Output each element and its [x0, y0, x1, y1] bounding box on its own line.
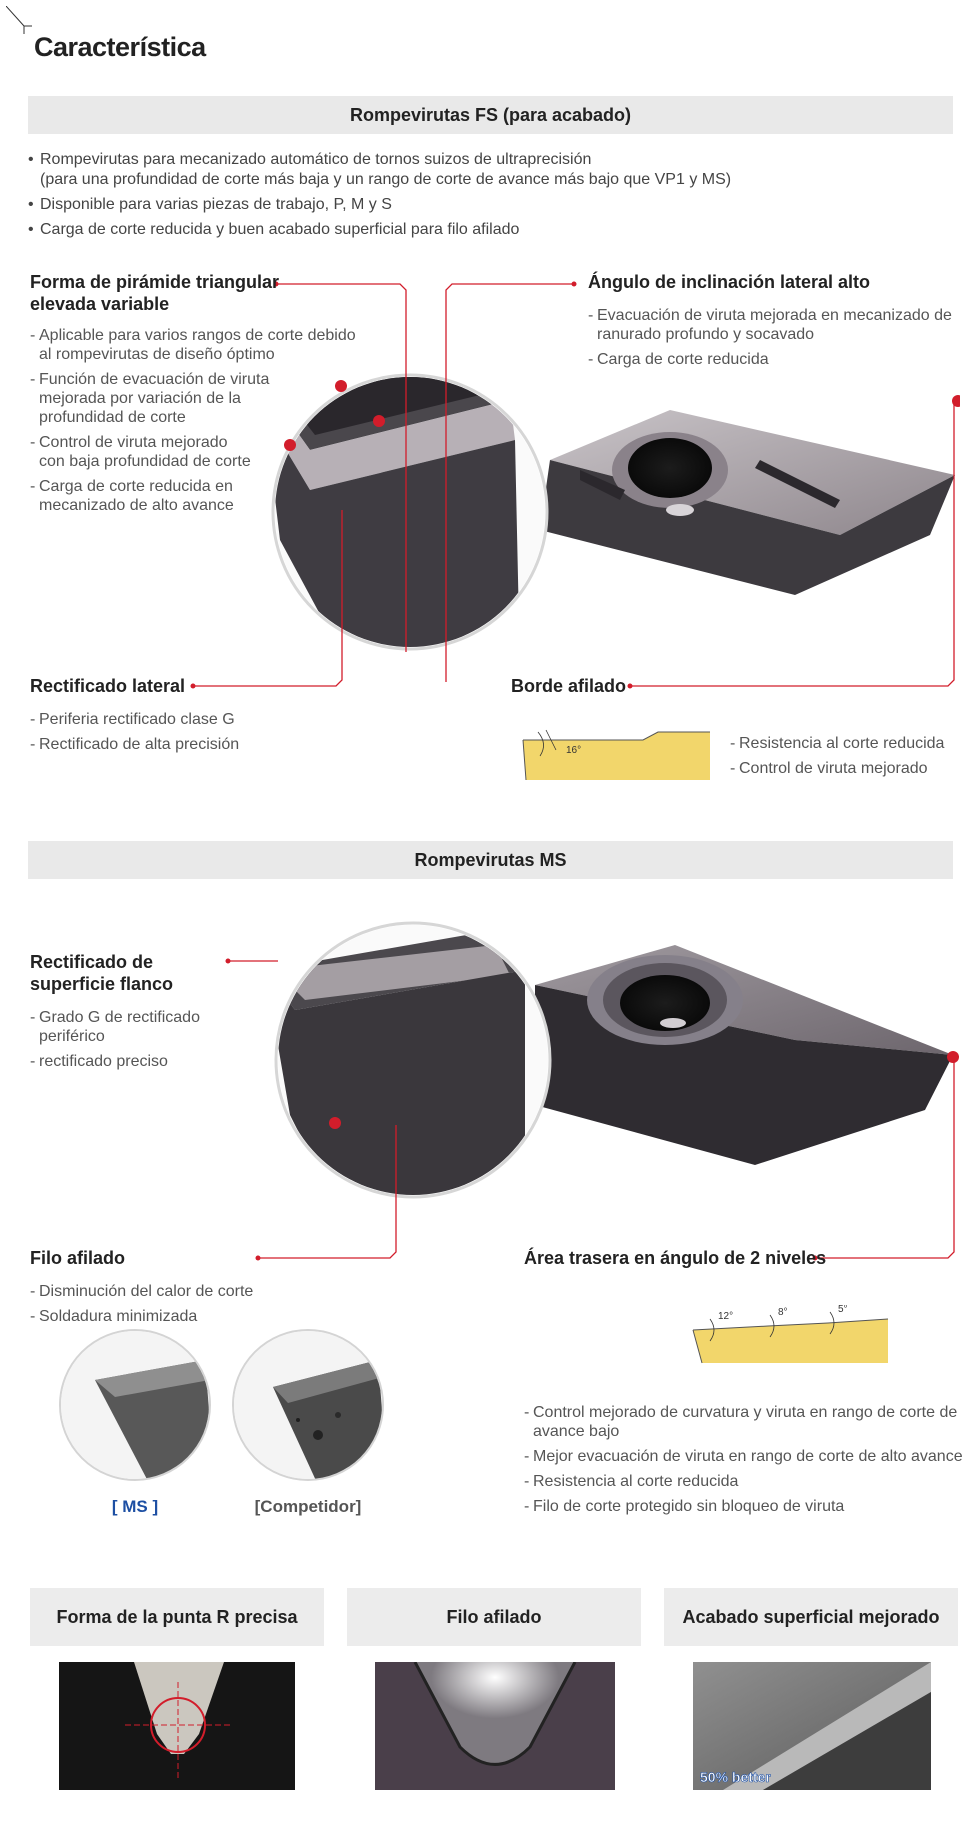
- feature-title: Ángulo de inclinación lateral alto: [588, 272, 871, 292]
- competitor-edge-photo: [228, 1325, 388, 1485]
- feature-desc-item: - Mejor evacuación de viruta en rango de corte de alto avance: [524, 1447, 964, 1466]
- feature-desc-list: [30, 1008, 250, 1071]
- feature-desc-item: - Carga de corte reducida en mecanizado de alto avance: [30, 477, 370, 515]
- page-title: Característica: [34, 32, 206, 62]
- ms-photo-label: [ MS ]: [111, 1497, 159, 1516]
- feature-desc-list: [588, 306, 958, 369]
- fs-bullet-list: [28, 150, 948, 245]
- sharp-edge-photo: [375, 1662, 615, 1790]
- feature-desc-item: - Resistencia al corte reducida: [524, 1472, 964, 1491]
- fs-bullet: [28, 220, 948, 240]
- feature-box-title: Acabado superficial mejorado: [664, 1588, 958, 1646]
- feature-desc-item: - Periferia rectificado clase G: [30, 710, 330, 729]
- feature-desc-list: [30, 710, 330, 754]
- feature-title: Rectificado lateral: [30, 676, 186, 696]
- competitor-photo-label: [Competidor]: [254, 1497, 362, 1516]
- feature-desc-item: - Rectificado de alta precisión: [30, 735, 330, 754]
- feature-desc-item: - Disminución del calor de corte: [30, 1282, 330, 1301]
- nose-radius-photo: [59, 1662, 295, 1790]
- feature-desc-item: - Carga de corte reducida: [588, 350, 958, 369]
- feature-box-title: Filo afilado: [347, 1588, 641, 1646]
- surface-finish-photo: [693, 1662, 931, 1790]
- feature-desc-item: - Soldadura minimizada: [30, 1307, 330, 1326]
- fs-bullet-text: • Rompevirutas para mecanizado automático de tornos suizos de ultraprecisión: [40, 151, 592, 168]
- improvement-badge: 50% better: [700, 1769, 771, 1785]
- feature-desc-item: - Filo de corte protegido sin bloqueo de viruta: [524, 1497, 964, 1516]
- feature-title: Rectificado de: [30, 952, 154, 972]
- fs-edge-profile-diagram: [518, 722, 713, 782]
- feature-desc-item: - Control mejorado de curvatura y viruta en rango de corte de avance bajo: [524, 1403, 964, 1441]
- fs-bullet: [28, 150, 948, 190]
- angle-label: 5°: [838, 1305, 848, 1315]
- feature-title: Filo afilado: [30, 1248, 126, 1268]
- ms-edge-photo: [55, 1325, 215, 1485]
- feature-desc-list: [730, 734, 970, 784]
- feature-title: elevada variable: [30, 294, 170, 314]
- feature-title: Área trasera en ángulo de 2 niveles: [524, 1248, 827, 1268]
- feature-desc-item: - Grado G de rectificado periférico: [30, 1008, 250, 1046]
- feature-title: superficie flanco: [30, 974, 174, 994]
- fs-bullet: [28, 195, 948, 215]
- feature-desc-item: - Función de evacuación de viruta mejorada por variación de la profundidad de corte: [30, 370, 370, 427]
- ms-back-angle-diagram: [688, 1305, 893, 1365]
- ms-feature-sharp: [30, 1247, 330, 1332]
- fs-feature-lateral: [30, 675, 330, 760]
- fs-bullet-text: (para una profundidad de corte más baja y un rango de corte de avance más bajo que VP1 y MS): [40, 171, 732, 188]
- ms-section-header: Rompevirutas MS: [28, 841, 953, 879]
- feature-desc-list: [30, 1282, 330, 1326]
- feature-title: Borde afilado: [511, 676, 627, 696]
- feature-box-title: Forma de la punta R precisa: [30, 1588, 324, 1646]
- feature-desc-item: - Control de viruta mejorado con baja profundidad de corte: [30, 433, 370, 471]
- feature-desc-item: - Control de viruta mejorado: [730, 759, 970, 778]
- feature-desc-item: - rectificado preciso: [30, 1052, 250, 1071]
- angle-label: 12°: [718, 1311, 734, 1322]
- feature-desc-item: - Evacuación de viruta mejorada en mecanizado de ranurado profundo y socavado: [588, 306, 958, 344]
- feature-desc-item: - Aplicable para varios rangos de corte debido al rompevirutas de diseño óptimo: [30, 326, 370, 364]
- angle-label: 8°: [778, 1307, 788, 1318]
- fs-feature-pyramid: [30, 271, 356, 521]
- fs-section-header: Rompevirutas FS (para acabado): [28, 96, 953, 134]
- fs-bullet-text: • Disponible para varias piezas de trabajo, P, M y S: [40, 196, 392, 213]
- fs-bullet-text: • Carga de corte reducida y buen acabado superficial para filo afilado: [40, 221, 520, 238]
- feature-title: Forma de pirámide triangular: [30, 272, 280, 292]
- feature-desc-item: - Resistencia al corte reducida: [730, 734, 970, 753]
- ms-feature-flank: [30, 951, 250, 1077]
- edge-angle-label: 16°: [566, 745, 582, 756]
- feature-desc-list: [30, 326, 370, 515]
- feature-desc-list: [524, 1403, 964, 1522]
- fs-feature-rake: [588, 271, 958, 375]
